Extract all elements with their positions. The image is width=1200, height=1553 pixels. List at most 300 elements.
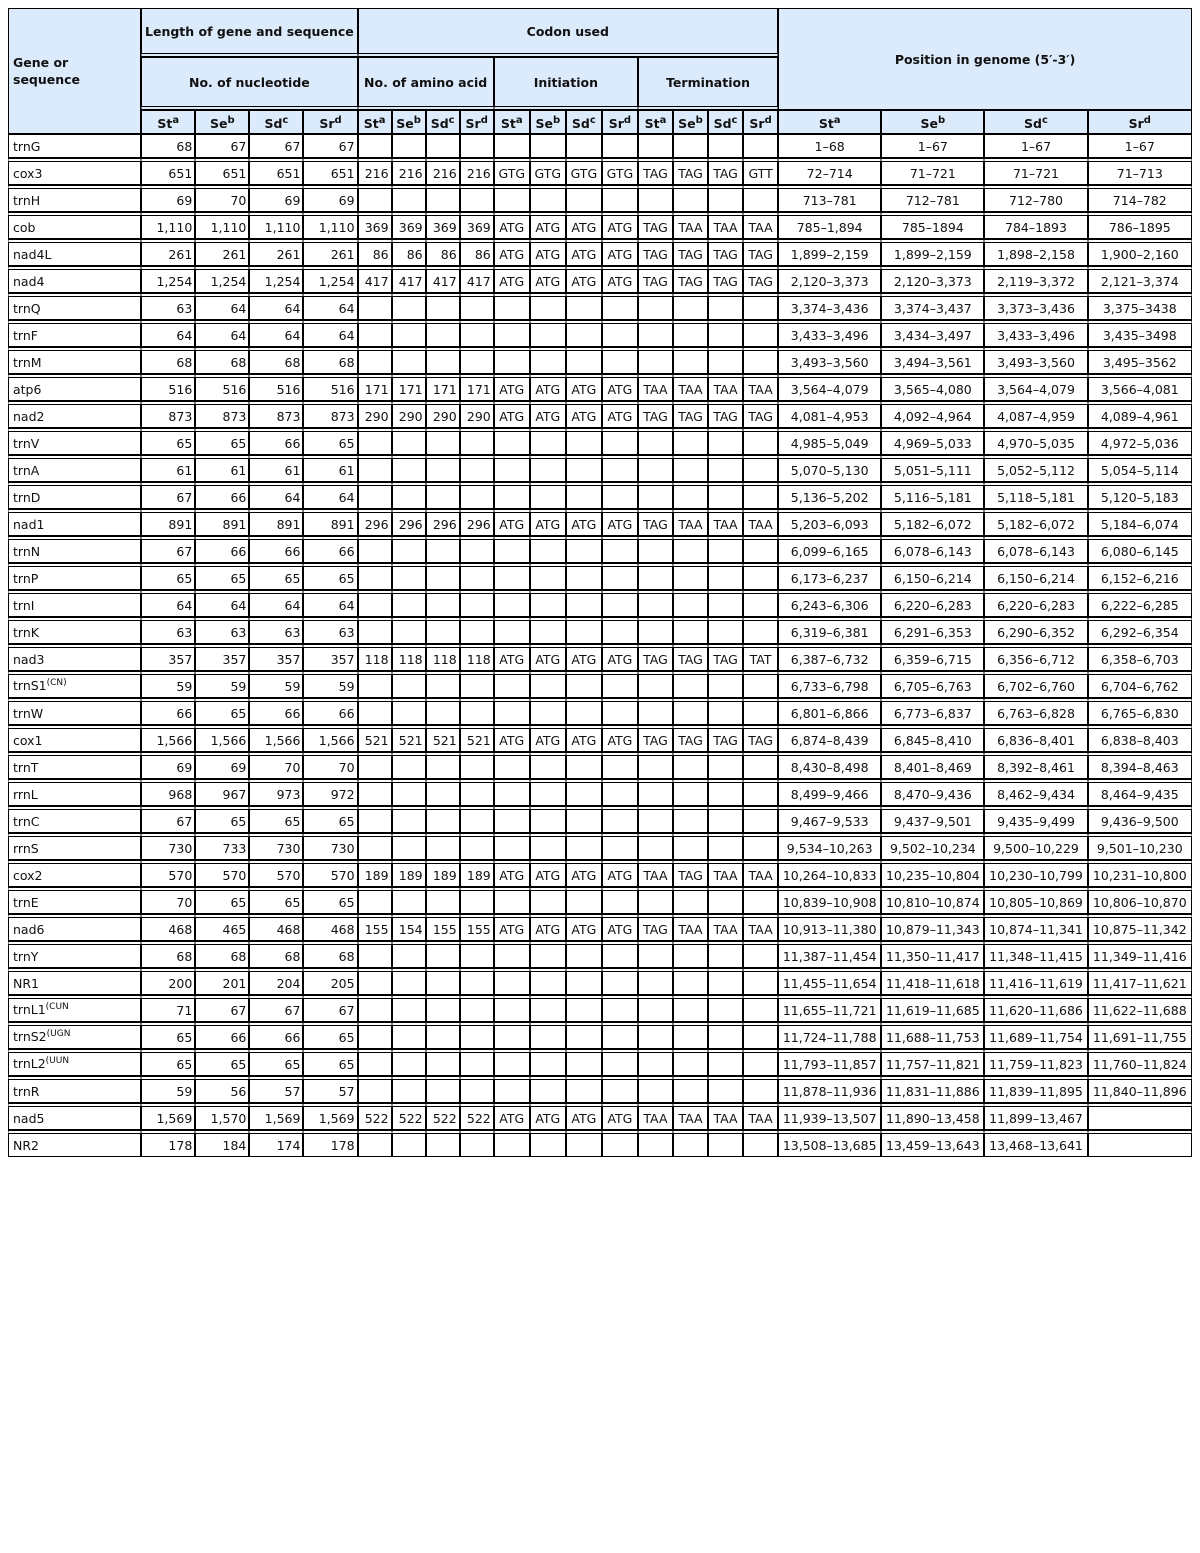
genome-position-cell: 3,433–3,496 — [984, 320, 1087, 347]
initiation-codon-cell — [530, 347, 566, 374]
initiation-codon-cell — [494, 1130, 530, 1157]
amino-acid-count-cell — [358, 752, 392, 779]
gene-name-cell — [8, 158, 141, 185]
nucleotide-count-cell: 65 — [141, 563, 195, 590]
initiation-codon-cell — [566, 779, 602, 806]
nucleotide-count-cell: 66 — [141, 698, 195, 725]
table-row — [8, 833, 1192, 860]
gene-name-cell — [8, 806, 141, 833]
nucleotide-count-cell: 873 — [249, 401, 303, 428]
amino-acid-count-cell — [358, 590, 392, 617]
amino-acid-count-cell — [460, 779, 494, 806]
amino-acid-count-cell — [426, 779, 460, 806]
table-row — [8, 1103, 1192, 1130]
amino-acid-count-cell — [358, 671, 392, 698]
table-row — [8, 509, 1192, 536]
gene-name-cell — [8, 536, 141, 563]
amino-acid-count-cell — [426, 752, 460, 779]
nucleotide-count-cell: 66 — [195, 536, 249, 563]
genome-position-cell: 3,435–3498 — [1088, 320, 1192, 347]
termination-codon-cell — [708, 347, 743, 374]
nucleotide-count-cell: 1,110 — [249, 212, 303, 239]
table-container — [8, 8, 1192, 1157]
genome-position-cell: 5,182–6,072 — [881, 509, 984, 536]
amino-acid-count-cell — [426, 563, 460, 590]
initiation-codon-cell — [566, 590, 602, 617]
termination-codon-cell — [708, 968, 743, 995]
termination-codon-cell: TAA — [743, 860, 778, 887]
nucleotide-count-cell: 261 — [303, 239, 357, 266]
nucleotide-count-cell: 967 — [195, 779, 249, 806]
nucleotide-count-cell: 68 — [195, 347, 249, 374]
genome-position-cell: 3,434–3,497 — [881, 320, 984, 347]
initiation-codon-cell — [602, 455, 638, 482]
table-row — [8, 1076, 1192, 1103]
amino-acid-count-cell — [426, 1076, 460, 1103]
termination-codon-cell — [638, 428, 673, 455]
initiation-codon-cell: ATG — [494, 401, 530, 428]
nucleotide-count-cell: 66 — [303, 536, 357, 563]
amino-acid-count-cell — [358, 698, 392, 725]
termination-codon-cell — [638, 563, 673, 590]
genome-position-cell: 3,375–3438 — [1088, 293, 1192, 320]
species-name: St — [644, 116, 660, 132]
initiation-codon-cell — [494, 482, 530, 509]
termination-codon-cell: TAG — [673, 725, 708, 752]
termination-codon-cell — [638, 833, 673, 860]
termination-codon-cell: TAG — [638, 158, 673, 185]
gene-name: trnT — [13, 759, 39, 775]
initiation-codon-cell — [530, 320, 566, 347]
gene-name: rrnL — [13, 786, 38, 802]
termination-codon-cell — [673, 1130, 708, 1157]
initiation-codon-cell: ATG — [566, 374, 602, 401]
nucleotide-count-cell: 68 — [141, 941, 195, 968]
genome-position-cell: 11,417–11,621 — [1088, 968, 1192, 995]
gene-name-cell — [8, 995, 141, 1022]
termination-codon-cell: TAG — [638, 509, 673, 536]
nucleotide-count-cell: 1,254 — [141, 266, 195, 293]
amino-acid-count-cell — [392, 293, 426, 320]
gene-name: nad6 — [13, 921, 45, 937]
gene-name-cell — [8, 563, 141, 590]
amino-acid-count-cell — [392, 752, 426, 779]
initiation-codon-cell — [494, 428, 530, 455]
amino-acid-count-cell — [460, 806, 494, 833]
termination-codon-cell: TAA — [743, 509, 778, 536]
termination-codon-cell — [708, 536, 743, 563]
gene-name: cox3 — [13, 165, 43, 181]
termination-codon-cell — [638, 455, 673, 482]
nucleotide-count-cell: 64 — [141, 320, 195, 347]
termination-codon-cell: TAA — [673, 212, 708, 239]
amino-acid-count-cell — [460, 1130, 494, 1157]
amino-acid-count-cell — [392, 347, 426, 374]
amino-acid-count-cell — [460, 455, 494, 482]
amino-acid-count-cell — [392, 833, 426, 860]
table-row — [8, 860, 1192, 887]
genome-position-cell: 9,467–9,533 — [778, 806, 881, 833]
genome-position-cell: 9,500–10,229 — [984, 833, 1087, 860]
nucleotide-count-cell: 200 — [141, 968, 195, 995]
nucleotide-count-cell: 67 — [141, 536, 195, 563]
termination-codon-cell: TAG — [673, 239, 708, 266]
initiation-codon-cell — [494, 563, 530, 590]
initiation-codon-cell — [566, 1076, 602, 1103]
initiation-codon-cell: ATG — [566, 644, 602, 671]
nucleotide-count-cell: 65 — [303, 428, 357, 455]
genome-position-cell: 2,119–3,372 — [984, 266, 1087, 293]
amino-acid-count-cell — [358, 1130, 392, 1157]
gene-name-cell — [8, 860, 141, 887]
genome-position-cell: 4,089–4,961 — [1088, 401, 1192, 428]
table-row — [8, 212, 1192, 239]
amino-acid-count-cell: 189 — [358, 860, 392, 887]
amino-acid-count-cell — [460, 752, 494, 779]
amino-acid-count-cell: 216 — [358, 158, 392, 185]
species-name: Sd — [264, 116, 283, 132]
termination-codon-cell — [743, 968, 778, 995]
termination-codon-cell — [638, 671, 673, 698]
nucleotide-count-cell: 57 — [249, 1076, 303, 1103]
amino-acid-count-cell — [358, 833, 392, 860]
nucleotide-count-cell: 59 — [249, 671, 303, 698]
nucleotide-count-cell: 204 — [249, 968, 303, 995]
species-footnote-mark: a — [659, 114, 667, 126]
genome-position-cell: 11,890–13,458 — [881, 1103, 984, 1130]
gene-name-cell — [8, 185, 141, 212]
species-header-aa — [392, 110, 426, 134]
amino-acid-count-cell — [426, 455, 460, 482]
termination-codon-cell — [638, 1022, 673, 1049]
gene-table — [8, 8, 1192, 1157]
nucleotide-count-cell: 891 — [141, 509, 195, 536]
gene-name-cell — [8, 725, 141, 752]
genome-position-cell: 10,235–10,804 — [881, 860, 984, 887]
amino-acid-count-cell — [392, 887, 426, 914]
nucleotide-count-cell: 65 — [303, 806, 357, 833]
initiation-codon-cell — [602, 941, 638, 968]
initiation-codon-cell: GTG — [566, 158, 602, 185]
amino-acid-count-cell — [460, 320, 494, 347]
termination-codon-cell — [743, 320, 778, 347]
genome-position-cell: 712–780 — [984, 185, 1087, 212]
termination-codon-cell — [743, 887, 778, 914]
genome-position-cell: 11,619–11,685 — [881, 995, 984, 1022]
nucleotide-count-cell: 68 — [303, 347, 357, 374]
amino-acid-count-cell — [358, 1076, 392, 1103]
amino-acid-count-cell — [358, 320, 392, 347]
termination-codon-cell: TAA — [708, 860, 743, 887]
amino-acid-count-cell: 171 — [460, 374, 494, 401]
nucleotide-count-cell: 69 — [141, 752, 195, 779]
termination-codon-cell — [743, 563, 778, 590]
initiation-codon-cell: ATG — [530, 509, 566, 536]
amino-acid-count-cell: 296 — [392, 509, 426, 536]
initiation-codon-cell — [602, 185, 638, 212]
nucleotide-count-cell: 68 — [195, 941, 249, 968]
species-name: Se — [535, 116, 553, 132]
termination-codon-cell — [743, 698, 778, 725]
nucleotide-count-cell: 1,254 — [303, 266, 357, 293]
gene-name-cell — [8, 752, 141, 779]
amino-acid-count-cell — [426, 320, 460, 347]
termination-codon-cell: TAG — [743, 266, 778, 293]
genome-position-cell: 3,564–4,079 — [778, 374, 881, 401]
amino-acid-count-cell — [358, 1022, 392, 1049]
species-name: Sd — [571, 116, 590, 132]
amino-acid-count-cell: 290 — [392, 401, 426, 428]
termination-codon-cell — [673, 428, 708, 455]
species-header-pos — [1088, 110, 1192, 134]
gene-name-cell — [8, 320, 141, 347]
termination-codon-cell — [743, 293, 778, 320]
species-header-pos — [984, 110, 1087, 134]
length-group-header: Length of gene and sequence — [141, 8, 357, 57]
amino-acid-count-cell — [392, 1049, 426, 1076]
table-row — [8, 134, 1192, 158]
termination-codon-cell — [708, 1130, 743, 1157]
amino-acid-count-cell — [358, 806, 392, 833]
amino-acid-count-cell: 155 — [358, 914, 392, 941]
nucleotide-count-cell: 65 — [141, 1022, 195, 1049]
genome-position-cell: 10,264–10,833 — [778, 860, 881, 887]
termination-codon-cell — [743, 428, 778, 455]
gene-name: trnN — [13, 543, 41, 559]
amino-acid-count-cell — [426, 428, 460, 455]
genome-position-cell: 11,839–11,895 — [984, 1076, 1087, 1103]
termination-codon-cell — [708, 1049, 743, 1076]
amino-acid-count-cell — [392, 1022, 426, 1049]
amino-acid-count-cell: 171 — [426, 374, 460, 401]
amino-acid-count-cell — [392, 1130, 426, 1157]
termination-codon-cell — [673, 293, 708, 320]
amino-acid-count-cell: 290 — [460, 401, 494, 428]
genome-position-cell: 6,801–6,866 — [778, 698, 881, 725]
nucleotide-count-cell: 70 — [249, 752, 303, 779]
termination-codon-cell — [638, 590, 673, 617]
nucleotide-count-cell: 65 — [303, 887, 357, 914]
initiation-codon-cell — [494, 941, 530, 968]
species-header-nt — [303, 110, 357, 134]
species-footnote-mark: b — [695, 114, 703, 126]
nucleotide-count-cell: 67 — [195, 995, 249, 1022]
initiation-codon-cell — [602, 482, 638, 509]
initiation-codon-cell — [530, 617, 566, 644]
genome-position-cell: 6,845–8,410 — [881, 725, 984, 752]
termination-codon-cell — [638, 887, 673, 914]
table-row — [8, 617, 1192, 644]
termination-codon-cell — [708, 1076, 743, 1103]
genome-position-cell: 4,985–5,049 — [778, 428, 881, 455]
amino-acid-count-cell — [392, 320, 426, 347]
genome-position-cell: 6,358–6,703 — [1088, 644, 1192, 671]
nucleotide-count-cell: 65 — [195, 428, 249, 455]
genome-position-cell: 9,437–9,501 — [881, 806, 984, 833]
amino-acid-count-cell — [392, 617, 426, 644]
nucleotide-count-cell: 68 — [141, 134, 195, 158]
genome-position-cell: 11,724–11,788 — [778, 1022, 881, 1049]
gene-name-cell — [8, 1130, 141, 1157]
gene-name-cell — [8, 266, 141, 293]
amino-acid-count-cell — [358, 968, 392, 995]
nucleotide-count-cell: 67 — [195, 134, 249, 158]
termination-codon-cell — [708, 698, 743, 725]
amino-acid-count-cell — [426, 1022, 460, 1049]
termination-codon-cell — [638, 968, 673, 995]
nucleotide-count-cell: 64 — [195, 293, 249, 320]
gene-name: nad4 — [13, 273, 45, 289]
amino-acid-count-cell: 522 — [460, 1103, 494, 1130]
termination-codon-cell: TAA — [708, 509, 743, 536]
nucleotide-count-cell: 570 — [303, 860, 357, 887]
initiation-codon-cell — [602, 563, 638, 590]
nucleotide-count-cell: 69 — [303, 185, 357, 212]
gene-name: trnW — [13, 705, 44, 721]
termination-codon-cell — [708, 887, 743, 914]
termination-codon-cell — [743, 995, 778, 1022]
genome-position-cell: 8,430–8,498 — [778, 752, 881, 779]
initiation-codon-cell — [602, 1049, 638, 1076]
initiation-codon-cell — [566, 833, 602, 860]
nucleotide-count-cell: 66 — [249, 536, 303, 563]
nucleotide-count-cell: 66 — [249, 698, 303, 725]
initiation-codon-cell — [530, 293, 566, 320]
genome-position-cell: 1,899–2,159 — [778, 239, 881, 266]
table-row — [8, 347, 1192, 374]
amino-acid-count-cell — [426, 887, 460, 914]
table-row — [8, 428, 1192, 455]
gene-name-cell — [8, 779, 141, 806]
genome-position-cell: 3,373–3,436 — [984, 293, 1087, 320]
amino-acid-count-cell — [426, 590, 460, 617]
initiation-codon-cell — [530, 563, 566, 590]
termination-codon-cell: TAG — [673, 860, 708, 887]
nucleotide-count-cell: 65 — [249, 887, 303, 914]
gene-name-cell — [8, 428, 141, 455]
gene-anticodon: (CN) — [46, 678, 67, 689]
gene-name: trnK — [13, 624, 39, 640]
initiation-codon-cell: ATG — [494, 374, 530, 401]
table-row — [8, 887, 1192, 914]
nucleotide-count-cell: 64 — [303, 293, 357, 320]
species-header-init — [602, 110, 638, 134]
termination-codon-cell — [743, 1130, 778, 1157]
genome-position-cell: 9,534–10,263 — [778, 833, 881, 860]
termination-codon-cell — [673, 347, 708, 374]
gene-name-cell — [8, 698, 141, 725]
nucleotide-count-cell: 1,110 — [195, 212, 249, 239]
genome-position-cell: 11,416–11,619 — [984, 968, 1087, 995]
termination-codon-cell: TAA — [708, 212, 743, 239]
nucleotide-count-cell: 1,566 — [303, 725, 357, 752]
initiation-codon-cell — [602, 806, 638, 833]
initiation-codon-cell: ATG — [566, 239, 602, 266]
initiation-codon-cell — [494, 887, 530, 914]
initiation-codon-cell — [602, 617, 638, 644]
amino-acid-count-cell — [460, 995, 494, 1022]
gene-name: trnS1 — [13, 678, 47, 694]
termination-codon-cell — [743, 671, 778, 698]
gene-name-cell — [8, 1103, 141, 1130]
termination-codon-cell — [673, 698, 708, 725]
termination-codon-cell — [673, 134, 708, 158]
amino-acid-count-cell: 171 — [392, 374, 426, 401]
genome-position-cell: 6,763–6,828 — [984, 698, 1087, 725]
species-header-init — [494, 110, 530, 134]
termination-codon-cell — [743, 455, 778, 482]
genome-position-cell: 786–1895 — [1088, 212, 1192, 239]
table-row — [8, 698, 1192, 725]
gene-name-cell — [8, 239, 141, 266]
genome-position-cell: 6,078–6,143 — [881, 536, 984, 563]
initiation-codon-cell: ATG — [494, 266, 530, 293]
gene-name: trnA — [13, 462, 40, 478]
table-header — [8, 8, 1192, 134]
species-footnote-mark: c — [448, 114, 455, 126]
genome-position-cell: 713–781 — [778, 185, 881, 212]
nucleotide-count-cell: 67 — [141, 806, 195, 833]
termination-codon-cell — [638, 482, 673, 509]
termination-codon-cell — [673, 968, 708, 995]
genome-position-cell: 2,120–3,373 — [881, 266, 984, 293]
initiation-codon-cell — [566, 1022, 602, 1049]
genome-position-cell: 8,401–8,469 — [881, 752, 984, 779]
species-footnote-mark: c — [1042, 114, 1048, 126]
termination-codon-cell — [673, 887, 708, 914]
nucleotide-count-cell: 873 — [141, 401, 195, 428]
nucleotide-count-cell: 261 — [195, 239, 249, 266]
initiation-codon-cell: ATG — [494, 644, 530, 671]
table-row — [8, 671, 1192, 698]
initiation-codon-cell — [494, 806, 530, 833]
termination-codon-cell — [673, 806, 708, 833]
initiation-codon-cell — [566, 752, 602, 779]
genome-position-cell: 10,805–10,869 — [984, 887, 1087, 914]
genome-position-cell: 11,418–11,618 — [881, 968, 984, 995]
amino-acid-count-cell — [426, 806, 460, 833]
termination-codon-cell: TAA — [673, 509, 708, 536]
termination-codon-cell: TAG — [673, 401, 708, 428]
termination-codon-cell: TAG — [638, 914, 673, 941]
table-row — [8, 806, 1192, 833]
termination-codon-cell — [673, 563, 708, 590]
species-footnote-mark: b — [227, 114, 235, 126]
amino-acid-count-cell — [392, 941, 426, 968]
genome-position-cell: 714–782 — [1088, 185, 1192, 212]
amino-acid-count-cell: 155 — [426, 914, 460, 941]
initiation-codon-cell: ATG — [494, 212, 530, 239]
genome-position-cell: 1–67 — [984, 134, 1087, 158]
species-name: Sr — [465, 116, 481, 132]
initiation-codon-cell — [602, 671, 638, 698]
initiation-codon-cell — [602, 1076, 638, 1103]
gene-name: atp6 — [13, 381, 42, 397]
nucleotide-count-cell: 59 — [141, 671, 195, 698]
genome-position-cell: 1–67 — [1088, 134, 1192, 158]
nucleotide-count-cell: 66 — [303, 698, 357, 725]
genome-position-cell: 11,455–11,654 — [778, 968, 881, 995]
amino-acid-count-cell: 296 — [460, 509, 494, 536]
amino-acid-count-cell: 290 — [358, 401, 392, 428]
nucleotide-count-cell: 66 — [249, 428, 303, 455]
species-name: Sd — [430, 116, 449, 132]
table-row — [8, 536, 1192, 563]
initiation-codon-cell — [566, 1130, 602, 1157]
initiation-codon-cell — [602, 1022, 638, 1049]
nucleotide-count-cell: 1,254 — [195, 266, 249, 293]
initiation-codon-cell — [566, 968, 602, 995]
